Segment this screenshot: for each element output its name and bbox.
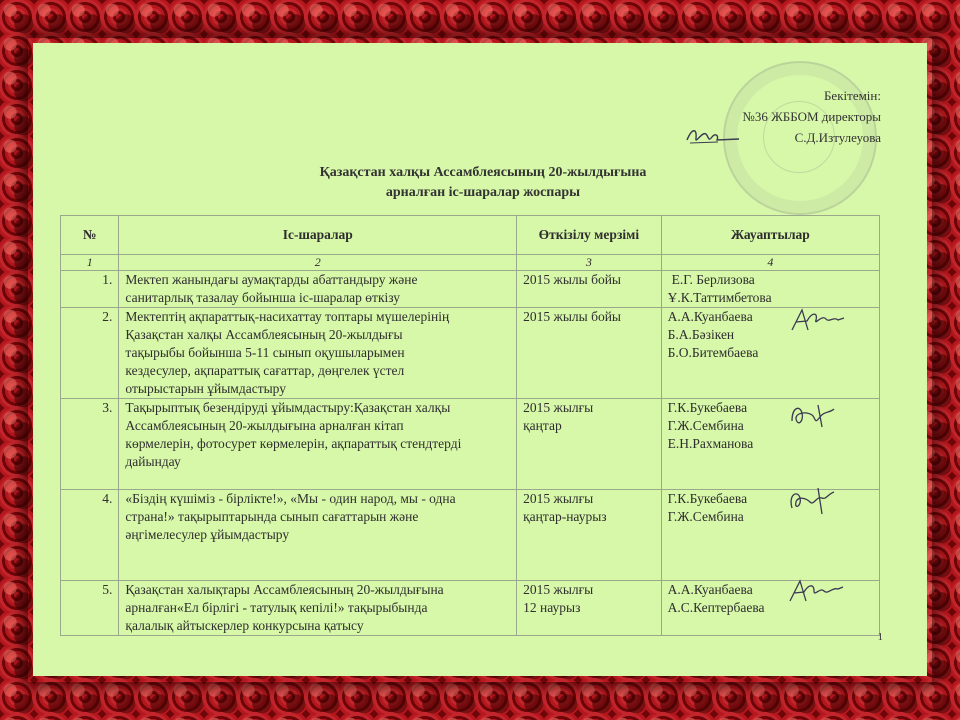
header-events: Іс-шаралар (119, 216, 517, 255)
approval-block (742, 85, 881, 148)
column-number: 2 (119, 255, 517, 271)
column-number-row (61, 255, 880, 271)
term-cell (517, 581, 662, 636)
event-line: Тақырыптық безендіруді ұйымдастыру:Қазақстан халқы (125, 400, 451, 415)
event-line: Қазақстан халқы Ассамблеясының 20-жылдығы (125, 327, 403, 342)
table-row (61, 581, 880, 636)
term-line: 2015 жылғы (523, 400, 594, 415)
event-line: «Біздің күшіміз - бірлікте!», «Мы - один народ, мы - одна (125, 491, 456, 506)
event-line: кездесулер, ақпараттық сағаттар, дөңгелек үстел (125, 363, 405, 378)
table-row (61, 490, 880, 581)
event-line: дайындау (125, 454, 181, 469)
term-line: 2015 жылы бойы (523, 309, 621, 324)
responsible-cell (661, 399, 879, 490)
event-line: отырыстарын ұйымдастыру (125, 381, 286, 396)
row-number: 5. (61, 581, 119, 636)
term-line: қаңтар-наурыз (523, 509, 607, 524)
term-cell (517, 399, 662, 490)
event-line: қалалық айтыскерлер конкурсына қатысу (125, 618, 364, 633)
event-cell (119, 490, 517, 581)
title-line-1: Қазақстан халқы Ассамблеясының 20-жылдығына (319, 165, 647, 180)
responsible-cell (661, 490, 879, 581)
responsible-person: А.А.Куанбаева (667, 309, 753, 324)
event-line: Қазақстан халықтары Ассамблеясының 20-жылдығына (125, 582, 444, 597)
table-row (61, 308, 880, 399)
term-line: 2015 жылғы (523, 491, 594, 506)
responsible-person: Б.А.Бәзікен (667, 327, 735, 342)
term-line: 2015 жылғы (523, 582, 594, 597)
responsible-signature (784, 486, 842, 516)
event-line: Мектептің ақпараттық-насихаттау топтары мүшелерінің (125, 309, 450, 324)
row-number: 2. (61, 308, 119, 399)
approval-signature-line (742, 127, 881, 148)
row-spacer (125, 471, 510, 489)
title-line-2: арналған іс-шаралар жоспары (385, 185, 581, 200)
table-row (61, 399, 880, 490)
events-table (60, 215, 880, 636)
responsible-cell (661, 581, 879, 636)
column-number: 3 (517, 255, 662, 271)
term-cell (517, 271, 662, 308)
term-line: 2015 жылы бойы (523, 272, 621, 287)
responsible-person: Б.О.Битембаева (667, 345, 759, 360)
responsible-person: Е.Н.Рахманова (667, 436, 754, 451)
column-number: 4 (661, 255, 879, 271)
responsible-signature (788, 306, 846, 336)
responsible-cell (661, 271, 879, 308)
document-title (183, 163, 783, 203)
event-line: тақырыбы бойынша 5-11 сынып оқушыларымен (125, 345, 405, 360)
responsible-signature (786, 401, 844, 431)
director-name: С.Д.Изтулеуова (794, 130, 881, 145)
event-line: арналған«Ел бірлігі - татулық кепілі!» тақырыбында (125, 600, 428, 615)
responsible-person: Г.К.Букебаева (667, 400, 748, 415)
header-responsible: Жауаптылар (661, 216, 879, 255)
event-line: санитарлық тазалау бойынша іс-шаралар өткізу (125, 290, 401, 305)
responsible-person: Г.Ж.Сембина (667, 418, 744, 433)
page-number: 1 (877, 631, 883, 643)
responsible-person: Ұ.К.Таттимбетова (667, 290, 772, 305)
director-signature (684, 125, 740, 147)
row-number: 1. (61, 271, 119, 308)
responsible-person: Г.Ж.Сембина (667, 509, 744, 524)
term-cell (517, 490, 662, 581)
event-line: Ассамблеясының 20-жылдығына арналған кітап (125, 418, 404, 433)
event-line: страна!» тақырыптарында сынып сағаттарын және (125, 509, 419, 524)
column-number: 1 (61, 255, 119, 271)
event-cell (119, 581, 517, 636)
row-number: 3. (61, 399, 119, 490)
approval-heading: Бекітемін: (823, 88, 881, 103)
responsible-person: Е.Г. Берлизова (671, 272, 755, 287)
event-line: әңгімелесулер ұйымдастыру (125, 527, 290, 542)
responsible-person: Г.К.Букебаева (667, 491, 748, 506)
event-line: Мектеп жанындағы аумақтарды абаттандыру және (125, 272, 418, 287)
table-row (61, 271, 880, 308)
event-cell (119, 399, 517, 490)
event-cell (119, 271, 517, 308)
term-line: 12 наурыз (523, 600, 581, 615)
row-spacer (125, 544, 510, 580)
event-cell (119, 308, 517, 399)
responsible-cell (661, 308, 879, 399)
table-header-row (61, 216, 880, 255)
approval-position: №36 ЖББОМ директоры (742, 109, 881, 124)
row-number: 4. (61, 490, 119, 581)
responsible-signature (786, 577, 844, 607)
responsible-person: А.А.Куанбаева (667, 582, 753, 597)
header-number: № (61, 216, 119, 255)
term-cell (517, 308, 662, 399)
document-page (33, 43, 927, 676)
term-line: қаңтар (523, 418, 562, 433)
responsible-person: А.С.Кептербаева (667, 600, 765, 615)
header-term: Өткізілу мерзімі (517, 216, 662, 255)
event-line: көрмелерін, фотосурет көрмелерін, ақпараттық стендтерді (125, 436, 462, 451)
